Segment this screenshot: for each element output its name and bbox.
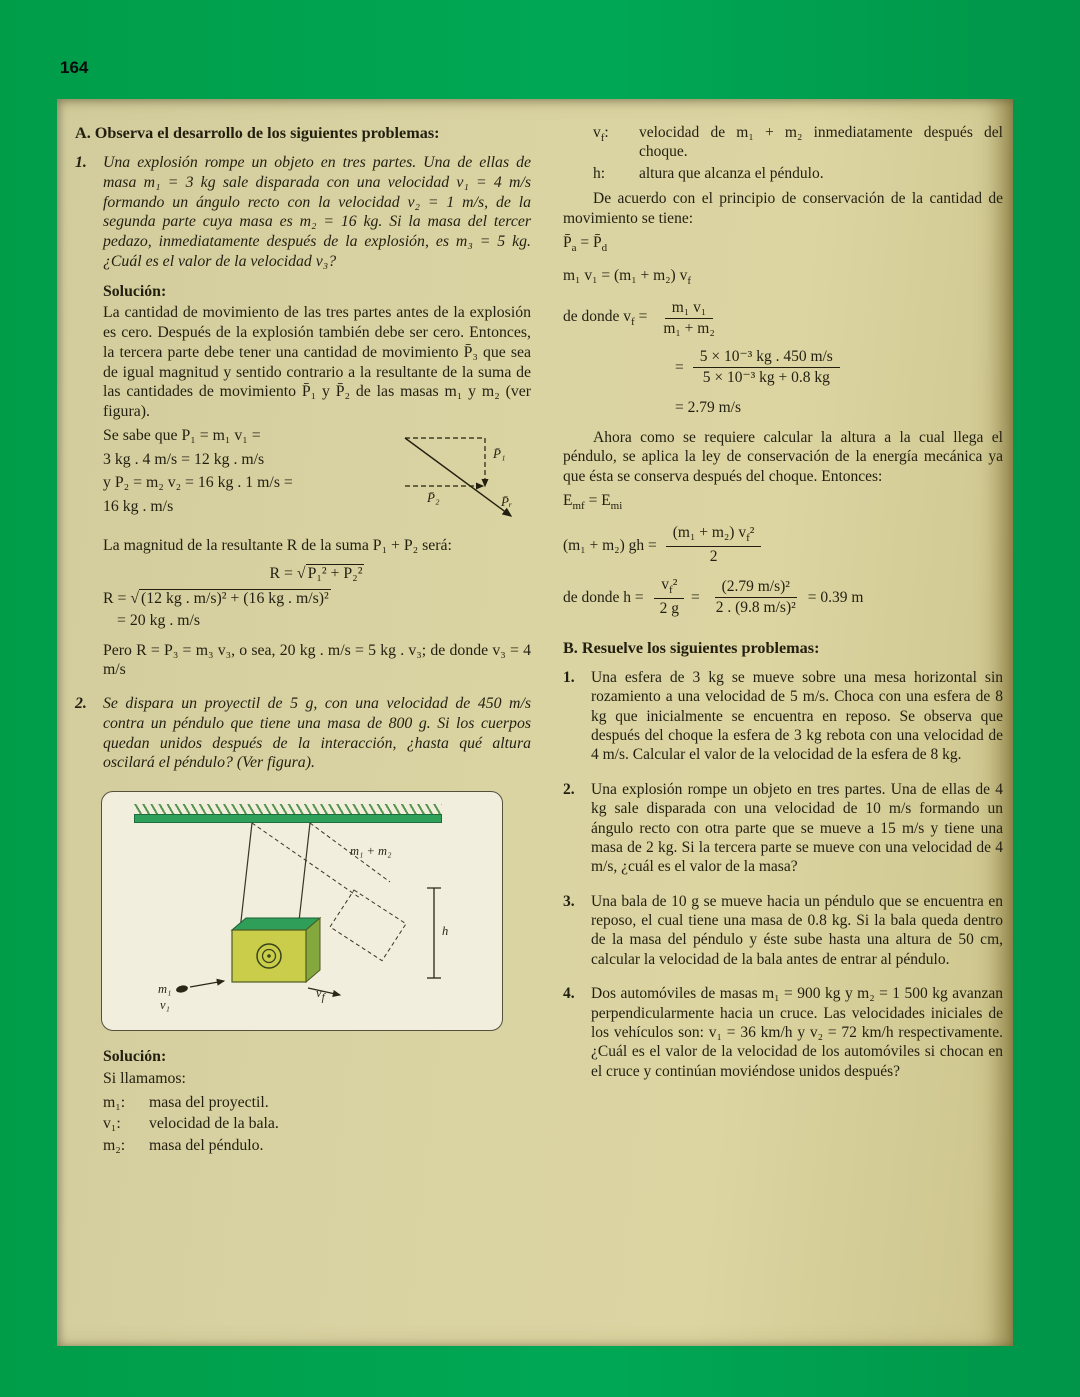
formula-vf-definition [563,299,1003,339]
formula-r-result: = 20 kg . m/s [117,612,201,629]
problem-a1-text: Una explosión rompe un objeto en tres partes. Una de ellas de masa m₁ = 3 kg sale disparada con una velocidad v₁ = 4 m/s formando un ángulo recto con la velocidad v₂ = 1 m/s, de la segunda parte cuya masa es m₂ = 16 kg. Si la masa del tercer pedazo, inmediatamente después de la explosión, es m₃ = 5 kg. ¿Cuál es el valor de la velocidad v₃? [103,154,531,270]
problem-b3-text: Una bala de 10 g se mueve hacia un péndulo que se encuentra en reposo, el cual tiene una masa de 0.8 kg. Si la bala queda dentro de la masa del péndulo y éste sube hasta una altura de 50 cm, calcular la velocidad de la bala antes de entrar al péndulo. [591,892,1003,968]
figure-label-height: h [442,924,449,939]
problem-a2-number: 2. [75,695,87,713]
fraction-vf: $\frac{\text{m₁ v₁}}{\text{m₁ + m₂}}$ [663,298,715,337]
formula-vf-substitution [675,348,1003,388]
conservation-principle-paragraph: De acuerdo con el principio de conservación de la cantidad de movimiento se tiene: [563,190,1003,227]
problem-a2 [75,694,531,773]
solution-1-paragraph: La cantidad de movimiento de las tres partes antes de la explosión es cero. Después de la explosión también debe ser cero. Entonces, la tercera parte debe tener una cantidad de movimiento P̄₃ que sea de igual magnitud y sentido contrario a la resultante de la suma de las cantidades de movimiento P̄₁ y P̄₂ de las masas m₁ y m₂ (ver figura). [103,304,531,421]
problem-b1-text: Una esfera de 3 kg se mueve sobre una mesa horizontal sin rozamiento a una velocidad de 5 m/s. Choca con una esfera de 8 kg que inicialmente se encuentra en reposo. Se observa que después del choque la esfera de 3 kg rebota con una velocidad de 4 m/s. Calcular el valor de la velocidad de la esfera de 8 kg. [591,668,1003,764]
formula-pa-pd: $P̄_a$ = $P̄_d$ [563,233,608,254]
definition-v1 [103,1114,531,1134]
formula-momentum-equality: m₁ v₁ = (m₁ + m₂) $v_f$ [563,266,692,287]
problem-b4-number: 4. [563,985,575,1003]
right-column [563,123,1003,1322]
formula-height-value: = 0.39 m [807,588,864,606]
fraction-height-symbolic: $\frac{v_f^2}{2 g}$ [653,576,686,618]
conclusion-paragraph: Pero R = P₃ = m₃ v₃, o sea, 20 kg . m/s = 5 kg . v₃; de donde v₃ = 4 m/s [103,641,531,679]
problem-a1-number: 1. [75,154,87,172]
problem-b3-number: 3. [563,892,575,910]
problem-b2-text: Una explosión rompe un objeto en tres partes. Una de ellas de 4 kg sale disparada con una velocidad de 10 m/s formando un ángulo recto con otra parte que se mueve a 15 m/s y tiene una masa de 2 kg. Si la tercera parte se mueve con una velocidad de 4 m/s, ¿cuál es el valor de la masa? [591,780,1003,876]
definition-h [593,164,1003,183]
problem-b2-number: 2. [563,780,575,798]
solution-2-intro: Si llamamos: [103,1069,186,1087]
formula-height-equals: = [691,588,700,606]
figure-label-m1: m₁ [158,982,172,997]
fraction-kinetic: $\frac{(m_1 + m_2) v_f^2}{2}$ [666,524,762,566]
resultant-paragraph: La magnitud de la resultante R de la suma P₁ + P₂ será: [103,536,452,554]
problem-b4-text: Dos automóviles de masas m₁ = 900 kg y m₂ = 1 500 kg avanzan perpendicularmente hacia un cruce. Las velocidades iniciales de los vehículos son: v₁ = 36 km/h y v₂ = 72 km/h respectivamente. ¿Cuál es el valor de la velocidad de los automóviles si chocan en el cruce y continúan moviéndose unidos después? [591,985,1003,1080]
figure-label-m1-plus-m2: m₁ + m₂ [350,844,392,859]
definition-m2 [103,1136,531,1156]
problem-b1-number: 1. [563,668,575,686]
pendulum-figure [101,791,503,1031]
book-page [57,99,1013,1346]
problem-a1 [75,153,531,271]
problem-b3 [563,892,1003,970]
definition-h-term: h: [593,164,606,182]
formula-vf-sub-equals: = [675,359,684,377]
definition-v1-text: velocidad de la bala. [149,1115,279,1133]
definition-m2-text: masa del péndulo. [149,1137,264,1155]
formula-vf-lead: de donde $v_f$ = [563,307,648,329]
left-column [75,123,531,1322]
definition-h-text: altura que alcanza el péndulo. [639,164,824,182]
definition-m2-term: m₂: [103,1137,126,1155]
known-line-3: y P₂ = m₂ v₂ = 16 kg . 1 m/s = [103,474,293,492]
formula-vf-result: = 2.79 m/s [675,398,742,416]
formula-height-result [563,576,1003,618]
vector-p1-label: P̄₁ [493,445,506,461]
formula-energy-expanded [563,524,1003,566]
definition-vf-text: velocidad de m₁ + m₂ inmediatamente después del choque. [639,124,1003,161]
definition-m1-term: m₁: [103,1093,126,1111]
fraction-height-numeric: $\frac{\text{(2.79 m/s)²}}{\text{2 . (9.8 m/s)²}}$ [715,577,796,617]
formula-r-definition: R = √ P₁² + P₂² [269,564,363,582]
solution-2-label: Solución: [103,1048,167,1066]
figure-label-v1: v₁ [160,998,170,1013]
formula-r-substitution: R = √ (12 kg . m/s)² + (16 kg . m/s)² [103,590,329,608]
section-b-heading: B. Resuelve los siguientes problemas: [563,638,820,657]
formula-energy-equality: $E_{mf} = E_{mi}$ [563,492,623,513]
known-line-2: 3 kg . 4 m/s = 12 kg . m/s [103,450,265,468]
known-momentum-values [103,426,531,517]
definition-vf [593,123,1003,162]
fraction-vf-numeric: $\frac{\text{5 × 10⁻³ kg . 450 m/s}}{\text{5 × 10⁻³ kg + 0.8 kg}}$ [693,348,840,388]
known-line-1: Se sabe que P₁ = m₁ v₁ = [103,426,261,444]
figure-label-vf: $v_f$ [316,986,325,1004]
problem-b4 [563,984,1003,1081]
energy-conservation-paragraph: Ahora como se requiere calcular la altura a la cual llega el péndulo, se aplica la ley de conservación de la energía mecánica ya que ésta se conserva después del choque. Entonces: [563,429,1003,485]
definition-v1-term: v₁: [103,1115,121,1133]
problem-b1 [563,668,1003,765]
problem-a2-text: Se dispara un proyectil de 5 g, con una velocidad de 450 m/s contra un péndulo que tiene una masa de 800 g. Si los cuerpos quedan unidos después de la interacción, ¿hasta qué altura oscilará el péndulo? (Ver figura). [103,695,531,772]
solution-1-block [103,280,531,685]
known-line-4: 16 kg . m/s [103,498,174,515]
formula-height-lead: de donde h = [563,588,644,606]
definition-m1-text: masa del proyectil. [149,1093,269,1111]
vector-diagram-figure [397,428,531,532]
definition-m1 [103,1093,531,1113]
solution-1-label: Solución: [103,282,167,300]
definition-vf-term: $v_f$: [593,124,609,145]
solution-2-block [103,1045,531,1158]
page-number: 164 [60,58,89,77]
problem-b2 [563,780,1003,877]
section-a-heading: A. Observa el desarrollo de los siguientes problemas: [75,124,440,142]
vector-p2-label: P̄₂ [427,489,440,505]
vector-pr-label: P̄ᵣ [501,493,513,509]
formula-energy-lead: (m₁ + m₂) gh = [563,536,657,554]
vector-diagram-svg [397,428,531,532]
